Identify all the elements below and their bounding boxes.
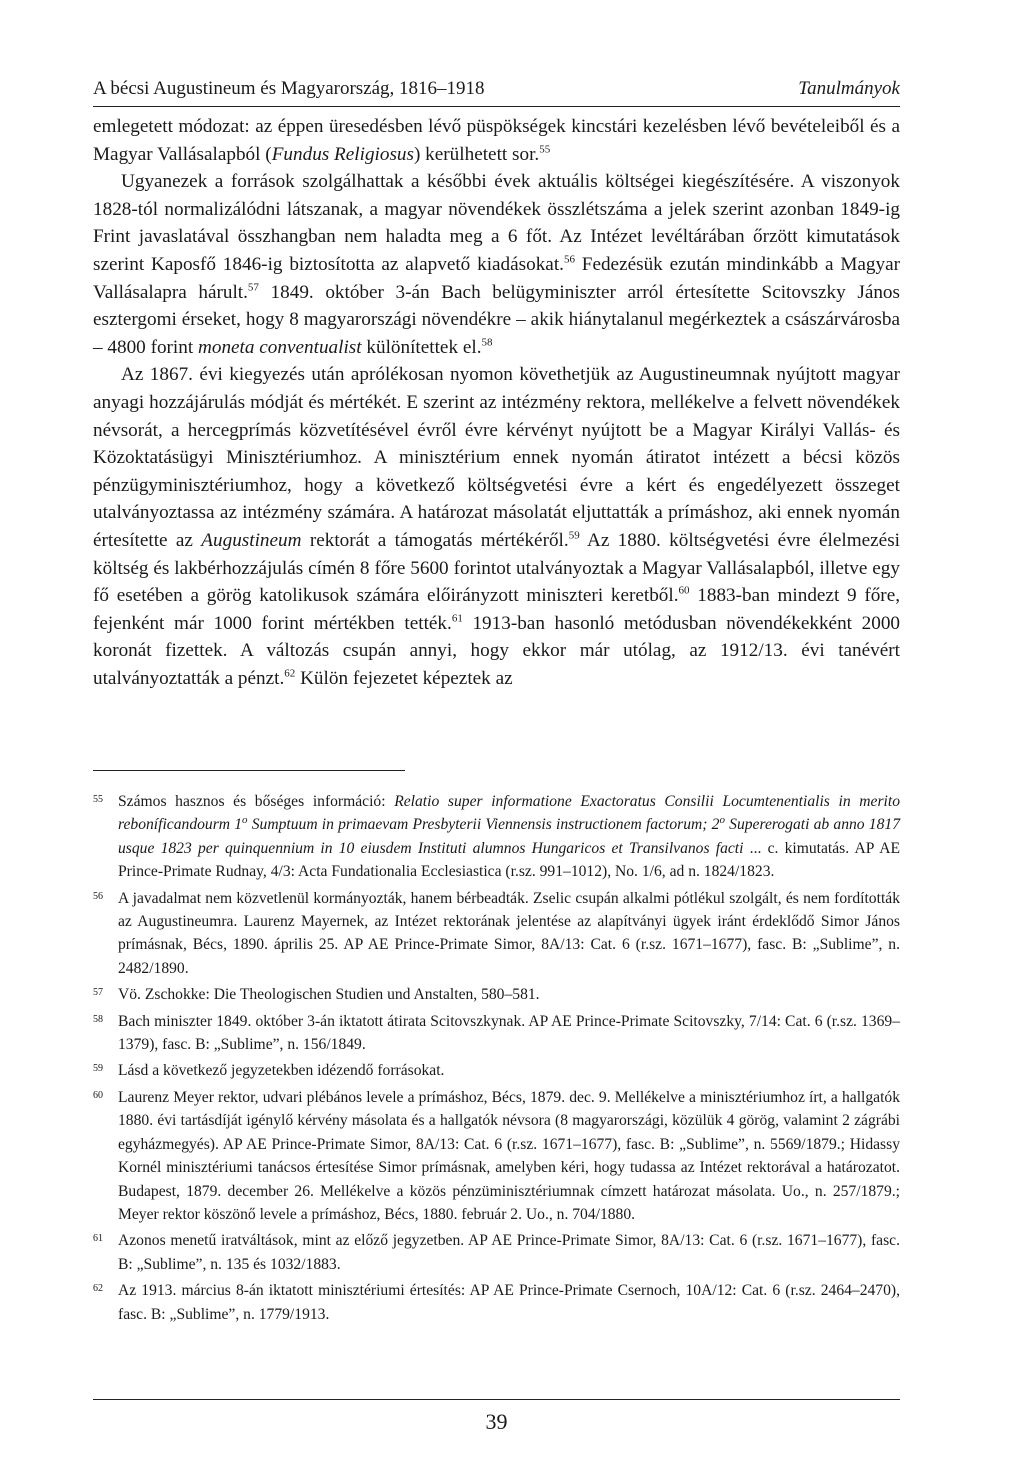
footnote-text: Bach miniszter 1849. október 3-án iktatott átirata Scitovszkynak. AP AE Prince-Primate Scitovszky, 7/14: Cat. 6 (r.sz. 1369–1379), fasc. B: „Sublime”, n. 156/1849. (118, 1012, 900, 1054)
footnote-number: 59 (93, 1063, 103, 1075)
italic-text: Supererogati ab anno 1817 usque 1823 per quinquennium in 10 eiusdem Instituti alumnos Hungaricos et Transilvanos facti (118, 816, 900, 857)
body-text (93, 113, 900, 692)
footnote-text: Lásd a következő jegyzetekben idézendő forrásokat. (118, 1062, 445, 1080)
footnote (93, 790, 900, 884)
footnote-text: Az 1913. március 8-án iktatott minisztériumi értesítés: AP AE Prince-Primate Csernoch, 10A/12: Cat. 6 (r.sz. 2464–2470), fasc. B: „Sublime”, n. 1779/1913. (118, 1282, 900, 1323)
footnote-number: 58 (93, 1013, 103, 1025)
footnote-number: 56 (93, 890, 103, 902)
paragraph: Az 1867. évi kiegyezés után aprólékosan nyomon követhetjük az Augustineumnak nyújtott magyar anyagi hozzájárulás módját és mértékét. E szerint az intézmény rektora, mellékelve a felvett növendékek névsorát, a hercegprímás közvetítésével évről évre kérvényt nyújtott be a Magyar Királyi Vallás- és Közoktatásügyi Minisztériumhoz. A minisztérium ennek nyomán átiratot intézett a bécsi közös pénzügyminisztériumhoz, hogy a következő költségvetési évre a kért és engedélyezett összeget utalványoztassa az intézmény számára. A határozat másolatát eljuttatták a prímáshoz, aki ennek nyomán értesítette az Augustineum rektorát a támogatás mértékéről.$^{59}$ Az 1880. költségvetési évre élelmezési költség és lakbérhozzájulás címén 8 főre 5600 forintot utalványoztak a Magyar Vallásalapból, illetve egy fő esetében a görög katolikusok számára előirányzott miniszteri keretből.$^{60}$ 1883-ban mindezt 9 főre, fejenként már 1000 forint mértékben tették.$^{61}$ 1913-ban hasonló metódusban növendékekként 2000 koronát fizettek. A változás csupán annyi, hogy ekkor már utólag, az 1912/13. évi tanévért utalványoztatták a pénzt.$^{62}$ Külön fejezetet képeztek az (93, 364, 901, 689)
italic-text: Relatio super informatione Exactoratus Consilii Locumtenentialis in merito reboníficandourm 1 (118, 793, 900, 834)
footnote (93, 983, 900, 1006)
footnote-ref: 56 (563, 253, 575, 266)
paragraph: Ugyanezek a források szolgálhattak a későbbi évek aktuális költségei kiegészítésére. A viszonyok 1828-tól normalizálódni látszanak, a magyar növendékek összlétszáma a jelek szerint azonban 1849-ig Frint javaslatával összhangban nem haladta meg a 6 főt. Az Intézet levéltárában őrzött kimutatások szerint Kaposfő 1846-ig biztosította az alapvető kiadásokat.$^{56}$ Fedezésük ezután mindinkább a Magyar Vallásalapra hárult.$^{57}$ 1849. október 3-án Bach belügyminiszter arról értesítette Scitovszky János esztergomi érseket, hogy 8 magyarországi növendékre – akik hiánytalanul megérkeztek a császárvárosba – 4800 forint moneta conventualist különítettek el.$^{58}$ (93, 171, 900, 358)
footnote-number: 60 (93, 1089, 103, 1101)
footnote-ref: 62 (284, 667, 296, 680)
bottom-rule (93, 1399, 900, 1400)
footnote-number: 55 (93, 794, 103, 805)
footnote-ref: 59 (568, 529, 580, 542)
footnote (93, 1059, 900, 1082)
italic-text: moneta conventualist (198, 336, 362, 358)
footnote (93, 1010, 900, 1057)
footnotes (93, 790, 900, 1329)
footnote-ref: 55 (539, 143, 551, 156)
footnote-number: 62 (93, 1283, 103, 1295)
footnote-ref: 58 (481, 336, 493, 349)
footnote-ref: o (242, 814, 248, 827)
footnote-ref: 61 (451, 612, 463, 625)
footnote-text: Vö. Zschokke: Die Theologischen Studien und Anstalten, 580–581. (118, 986, 540, 1004)
footnote-ref: 60 (678, 584, 690, 597)
footnote (93, 1229, 900, 1276)
footnote-text: Azonos menetű iratváltások, mint az előző jegyzetben. AP AE Prince-Primate Simor, 8A/13: Cat. 6 (r.sz. 1671–1677), fasc. B: „Sublime”, n. 135 és 1032/1883. (118, 1232, 900, 1273)
footnote-number: 61 (93, 1233, 103, 1245)
footnote-number: 57 (93, 987, 103, 999)
page (93, 0, 900, 1481)
footnote-text: A javadalmat nem közvetlenül kormányozták, hanem bérbeadták. Zselic csupán alkalmi pótlékul szolgált, és nem fordították az Augustineumra. Laurenz Mayernek, az Intézet rektorának jelentése az alapítványi ügyek iránt érdeklődő Simor János prímásnak, Bécs, 1890. április 25. AP AE Prince-Primate Simor, 8A/13: Cat. 6 (r.sz. 1671–1677), fasc. B: „Sublime”, n. 2482/1890. (118, 889, 900, 977)
header-rule (93, 106, 900, 107)
footnote-ref: o (719, 814, 725, 827)
page-number: 39 (485, 1409, 508, 1434)
running-head-section: Tanulmányok (798, 78, 900, 99)
footnote (93, 887, 900, 981)
footnote-rule (93, 770, 405, 771)
running-head-title: A bécsi Augustineum és Magyarország, 1816–1918 (93, 78, 485, 99)
footnote-ref: 57 (247, 281, 259, 294)
italic-text: Augustineum (201, 529, 302, 551)
footnote-text: Számos hasznos és bőséges információ: Relatio super informatione Exactoratus Consilii Locumtenentialis in merito reboníficandourm 1$^o$ Sumptuum in primaevam Presbyterii Viennensis instructionem factorum; 2$^o$ Supererogati ab anno 1817 usque 1823 per quinquennium in 10 eiusdem Instituti alumnos Hungaricos et Transilvanos facti ... c. kimutatás. AP AE Prince-Primate Rudnay, 4/3: Acta Fundationalia Ecclesiastica (r.sz. 991–1012), No. 1/6, ad n. 1824/1823. (118, 793, 900, 881)
footnote (93, 1086, 900, 1226)
paragraph: emlegetett módozat: az éppen üresedésben lévő püspökségek kincstári kezelésben lévő bevételeiből és a Magyar Vallásalapból (Fundus Religiosus) kerülhetett sor.$^{55}$ (93, 116, 900, 165)
running-head (93, 78, 900, 102)
italic-text: Sumptuum in primaevam Presbyterii Viennensis instructionem factorum; 2 (247, 816, 720, 834)
italic-text: Fundus Religiosus (271, 143, 414, 165)
footnote (93, 1279, 900, 1326)
footnote-text: Laurenz Meyer rektor, udvari plébános levele a prímáshoz, Bécs, 1879. dec. 9. Mellékelve a minisztériumhoz írt, a hallgatók 1880. évi tartásdíját igénylő kérvény másolata és a hallgatók névsora (8 magyarországi, közülük 4 görög, valamint 2 zágrábi egyházmegyés). AP AE Prince-Primate Simor, 8A/13: Cat. 6 (r.sz. 1671–1677), fasc. B: „Sublime”, n. 5569/1879.; Hidassy Kornél minisztériumi tanácsos értesítése Simor prímásnak, amelyben kéri, hogy tudassa az Intézet rektorával a határozatot. Budapest, 1879. december 26. Mellékelve a közös pénzüminisztériumnak címzett határozat másolata. Uo., n. 257/1879.; Meyer rektor köszönő levele a prímáshoz, Bécs, 1880. február 2. Uo., n. 704/1880. (118, 1088, 900, 1223)
